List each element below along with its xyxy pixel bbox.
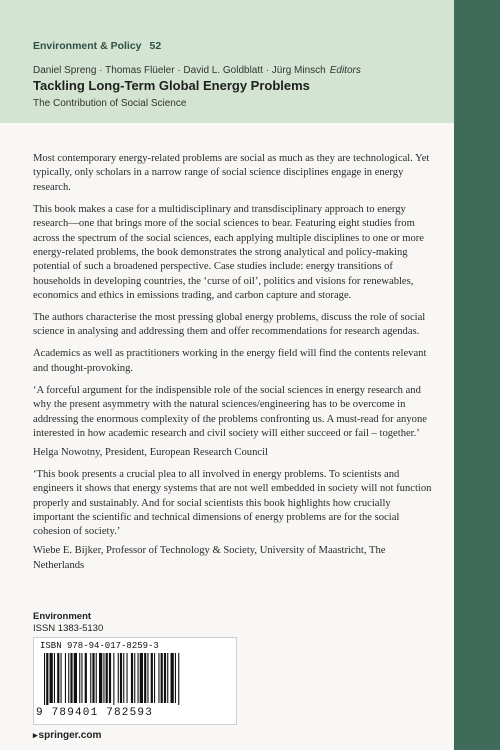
barcode-bar <box>54 653 55 703</box>
editors-label: Editors <box>329 65 361 76</box>
springer-logo <box>33 730 101 741</box>
blurb-paragraph: Most contemporary energy-related problems are social as much as they are technological. Yet typically, only scholars in a narrow range of social science disciplines engage in energy research. <box>33 153 430 193</box>
barcode-bar <box>154 653 155 703</box>
barcode-bar <box>44 653 45 705</box>
barcode-bar <box>85 653 87 703</box>
subject-label: Environment <box>33 611 92 622</box>
book-title: Tackling Long-Term Global Energy Problems <box>33 78 310 93</box>
blurb-paragraph: This book makes a case for a multidisciplinary and transdisciplinary approach to energy research—one that brings more of the social sciences to bear. Featuring eight studies from across the spectrum of the social sciences, each applying multiple disciplines to one or more energy-related problems, the book demonstrates the strong analytical and policy-making potential of such a broadened perspective. Case studies include: energy transitions of households in developing countries, the ‘curse of oil’, politics and visions for renewables, economics and ethics in emissions trading, and carbon capture and storage. <box>33 203 424 302</box>
barcode-bar <box>158 653 159 703</box>
barcode-block <box>33 637 237 725</box>
barcode-bar <box>96 653 97 703</box>
editors-line <box>33 65 361 76</box>
barcode-bar <box>103 653 104 703</box>
series-line <box>33 40 161 52</box>
barcode-bar <box>106 653 108 703</box>
book-subtitle: The Contribution of Social Science <box>33 98 187 109</box>
barcode-bar <box>167 653 168 703</box>
barcode-bar <box>118 653 119 703</box>
barcode-bar <box>171 653 174 703</box>
barcode-digits: 9 789401 782593 <box>36 707 154 719</box>
barcode-bar <box>61 653 62 703</box>
quote-2: ‘This book presents a crucial plea to all involved in energy problems. To scientists and engineers it shows that energy systems that are not well embedded in society will not function properly and sustainably. And for social scientists this book highlights how crucially important the scientific and technical dimensions of energy problems are for the social cohesion of society.’ <box>33 468 432 538</box>
blurb-paragraph: The authors characterise the most pressing global energy problems, discuss the role of social science in analysing and addressing them and offer recommendations for research agendas. <box>33 312 426 338</box>
barcode-bar <box>144 653 146 703</box>
barcode-bar <box>164 653 166 703</box>
barcode-bar <box>109 653 111 703</box>
barcode-bar <box>70 653 72 703</box>
barcode-bar <box>151 653 153 703</box>
barcode-bar <box>147 653 148 703</box>
quote-2-attribution: Wiebe E. Bijker, Professor of Technology & Society, University of Maastricht, The Netherlands <box>33 545 386 571</box>
barcode-bar <box>138 653 139 703</box>
barcode-bar <box>175 653 176 703</box>
side-band <box>454 0 500 750</box>
barcode-bar <box>50 653 53 703</box>
barcode-bar <box>68 653 69 703</box>
barcode-bar <box>81 653 82 703</box>
editor-names: Daniel Spreng · Thomas Flüeler · David L. Goldblatt · Jürg Minsch <box>33 65 326 76</box>
barcode-image <box>44 653 226 705</box>
barcode-bar <box>134 653 135 703</box>
barcode-bar <box>120 653 122 703</box>
barcode-bar <box>65 653 66 703</box>
series-number: 52 <box>149 40 162 52</box>
barcode-bar <box>90 653 91 703</box>
barcode-bar <box>113 653 114 705</box>
barcode-bar <box>123 653 124 703</box>
barcode-bar <box>92 653 94 703</box>
barcode-bar <box>131 653 133 703</box>
barcode-bar <box>79 653 80 703</box>
blurb-paragraph: Academics as well as practitioners working in the energy field will find the contents relevant and thought-provoking. <box>33 348 427 374</box>
barcode-bar <box>127 653 128 703</box>
barcode-bar <box>74 653 77 703</box>
barcode-bar <box>46 653 48 705</box>
blurb <box>33 152 433 581</box>
barcode-bar <box>178 653 179 705</box>
barcode-bar <box>57 653 59 703</box>
arrow-icon: ▸ <box>33 730 38 740</box>
springer-url: springer.com <box>38 730 102 741</box>
barcode-bar <box>140 653 143 703</box>
isbn-label: ISBN 978-94-017-8259-3 <box>40 641 159 651</box>
quote-1-attribution: Helga Nowotny, President, European Research Council <box>33 446 268 458</box>
series-name: Environment & Policy <box>33 40 142 52</box>
barcode-bar <box>99 653 102 703</box>
issn: ISSN 1383-5130 <box>33 623 104 634</box>
quote-1: ‘A forceful argument for the indispensible role of the social sciences in energy research and why the present asymmetry with the natural sciences/engineering has to be overcome in addressing the enormous complexity of the problems confronting us. A must-read for anyone interested in how academic research and civil society will either succeed or fail – together.’ <box>33 384 427 439</box>
barcode-bar <box>161 653 163 703</box>
